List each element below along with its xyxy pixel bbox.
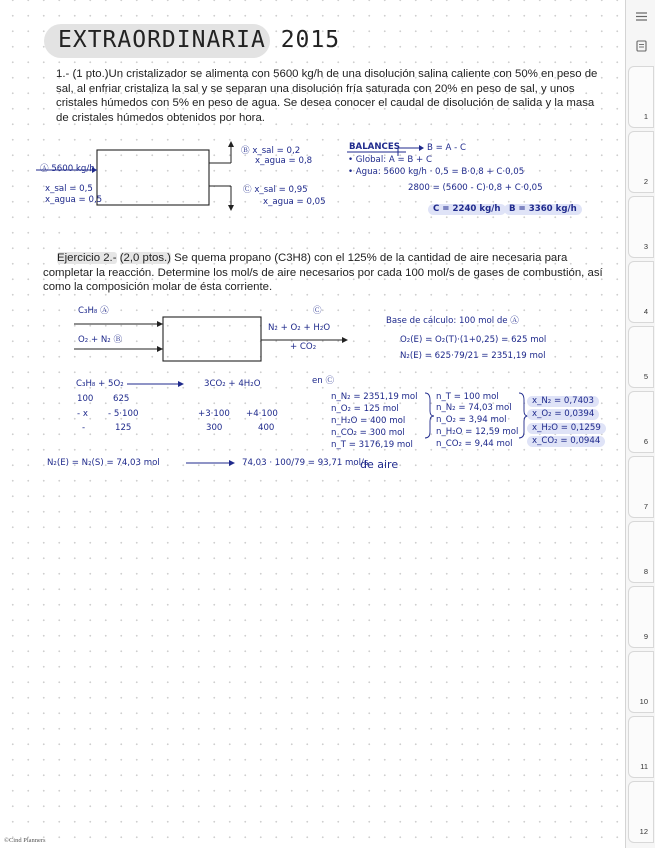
section-tab-5[interactable]: 5 [628, 326, 654, 388]
section-tab-10[interactable]: 10 [628, 651, 654, 713]
row1-c2: 625 [113, 394, 130, 404]
enC-total: n_T = 3176,19 mol [331, 440, 413, 450]
per100-h2o: n_H₂O = 12,59 mol [436, 427, 519, 437]
feed-label: Ⓐ 5600 kg/h [40, 164, 95, 174]
enC-co2: n_CO₂ = 300 mol [331, 428, 405, 438]
per100-co2: n_CO₂ = 9,44 mol [436, 439, 513, 449]
section-tab-7[interactable]: 7 [628, 456, 654, 518]
calc-base: Base de cálculo: 100 mol de Ⓐ [386, 316, 519, 326]
row2-c3: +3·100 [198, 409, 230, 419]
en-c-label: en Ⓒ [312, 376, 335, 386]
row3-c4: 400 [258, 423, 275, 433]
section-tab-11[interactable]: 11 [628, 716, 654, 778]
section-tab-8[interactable]: 8 [628, 521, 654, 583]
balance-agua: • Agua: 5600 kg/h · 0,5 = B·0,8 + C·0,05 [348, 167, 525, 177]
final-right: 74,03 · 100/79 = 93,71 mol/s [242, 458, 369, 468]
section-tab-1[interactable]: 1 [628, 66, 654, 128]
row3-c1: - [82, 423, 86, 433]
outlet-c-co2: + CO₂ [290, 342, 317, 352]
outlet-c-comp: N₂ + O₂ + H₂O [268, 323, 331, 333]
reaction-products: 3CO₂ + 4H₂O [204, 379, 261, 389]
frac-h2o: x_H₂O = 0,1259 [527, 423, 606, 434]
reaction-reactants: C₃H₈ + 5O₂ [76, 379, 124, 389]
outlet-c-label: Ⓒ [313, 306, 322, 316]
section-tab-4[interactable]: 4 [628, 261, 654, 323]
problem1-text: 1.- (1 pto.)Un cristalizador se alimenta con 5600 kg/h de una disolución salina caliente con 50% en peso de sal, al enfriar cristaliza la sal y se separan una disolución fría saturada con 20% en peso de sal, y unos cristales húmedos con 5% en peso de agua. Se desea conocer el caudal de disolución de salida y la masa de cristales húmedos obtenidos por hora. [56, 68, 598, 124]
result-b: B = 3360 kg/h [504, 204, 582, 215]
row2-c2: - 5·100 [108, 409, 139, 419]
outB-sal: Ⓑ x_sal = 0,2 [241, 146, 301, 156]
enC-h2o: n_H₂O = 400 mol [331, 416, 406, 426]
balance-global: • Global: A = B + C [348, 155, 432, 165]
menu-icon[interactable] [635, 12, 648, 25]
page-title: EXTRAORDINARIA 2015 [58, 27, 341, 53]
outB-agua: x_agua = 0,8 [255, 156, 313, 166]
final-left: N₂(E) = N₂(S) = 74,03 mol [47, 458, 160, 468]
problem2-points: (2,0 ptos.) [119, 252, 171, 264]
section-tab-bar [625, 0, 655, 848]
frac-co2: x_CO₂ = 0,0944 [527, 436, 605, 447]
row2-c4: +4·100 [246, 409, 278, 419]
section-tab-12[interactable]: 12 [628, 781, 654, 843]
crystallizer-box [97, 150, 209, 205]
row3-c3: 300 [206, 423, 223, 433]
per100-o2: n_O₂ = 3,94 mol [436, 415, 507, 425]
section-tab-9[interactable]: 9 [628, 586, 654, 648]
section-tab-3[interactable]: 3 [628, 196, 654, 258]
per100-n2: n_N₂ = 74,03 mol [436, 403, 512, 413]
balance-solve: 2800 = (5600 - C)·0,8 + C·0,05 [408, 183, 543, 193]
row3-c2: 125 [115, 423, 132, 433]
feed-comp-sal: x_sal = 0,5 [45, 184, 93, 194]
frac-n2: x_N₂ = 0,7403 [527, 396, 599, 407]
section-tab-6[interactable]: 6 [628, 391, 654, 453]
inlet-a: C₃H₈ Ⓐ [78, 306, 109, 316]
frac-o2: x_O₂ = 0,0394 [527, 409, 599, 420]
row2-c1: - x [77, 409, 88, 419]
enC-n2: n_N₂ = 2351,19 mol [331, 392, 418, 402]
o2-calc: O₂(E) = O₂(T)·(1+0,25) = 625 mol [400, 335, 547, 345]
result-c: C = 2240 kg/h [428, 204, 506, 215]
pages-icon[interactable] [635, 40, 648, 53]
outC-agua: x_agua = 0,05 [263, 197, 326, 207]
section-tab-2[interactable]: 2 [628, 131, 654, 193]
final-tail: de aire [360, 458, 399, 471]
n2-calc: N₂(E) = 625·79/21 = 2351,19 mol [400, 351, 546, 361]
inlet-b: O₂ + N₂ Ⓑ [78, 335, 123, 345]
outC-sal: Ⓒ x_sal = 0,95 [243, 185, 308, 195]
balances-title: BALANCES [349, 142, 400, 152]
footer-brand: ©Cind Planners [4, 837, 46, 844]
row1-c1: 100 [77, 394, 94, 404]
balances-arrow: B = A - C [427, 143, 467, 153]
problem2-text: Ejercicio 2.- (2,0 ptos.) Se quema propano (C3H8) con el 125% de la cantidad de aire necesaria para completar la reacción. Determine los mol/s de aire necesarios por cada 100 mol/s de gases de combustión, así como la composición molar de ésta corriente. [43, 252, 603, 294]
combustion-box [163, 317, 261, 361]
feed-comp-agua: x_agua = 0,5 [45, 195, 103, 205]
problem2-label: Ejercicio 2.- [57, 252, 117, 264]
per100-total: n_T = 100 mol [436, 392, 499, 402]
enC-o2: n_O₂ = 125 mol [331, 404, 399, 414]
